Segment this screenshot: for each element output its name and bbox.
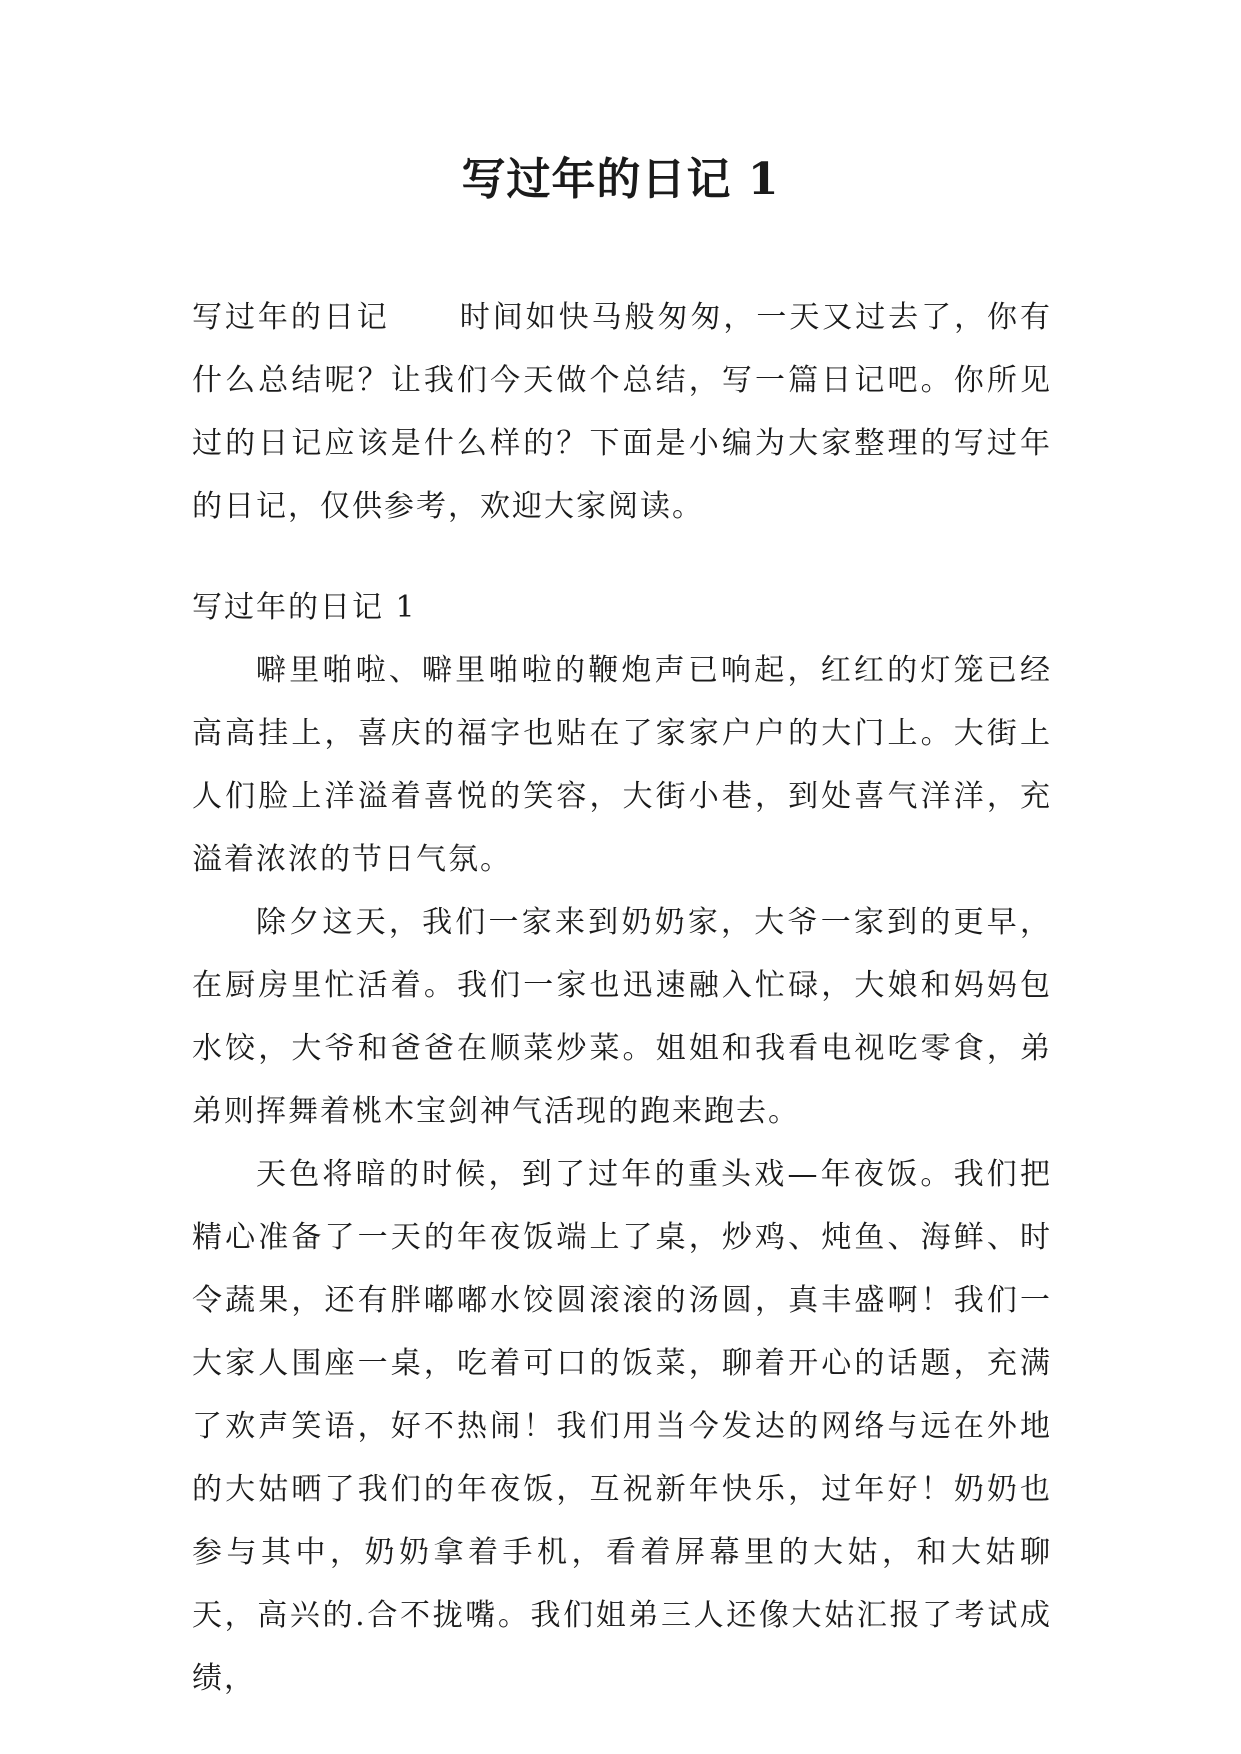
intro-label: 写过年的日记 — [192, 300, 390, 335]
document-title: 写过年的日记 1 — [461, 154, 780, 205]
paragraph-new-years-eve: 除夕这天，我们一家来到奶奶家，大爷一家到的更早，在厨房里忙活着。我们一家也迅速融入忙碌，大娘和妈妈包水饺，大爷和爸爸在顺菜炒菜。姐姐和我看电视吃零食，弟弟则挥舞着桃木宝剑神气活现的跑来跑去。 — [192, 905, 1052, 1129]
paragraph-firecrackers: 噼里啪啦、噼里啪啦的鞭炮声已响起，红红的灯笼已经高高挂上，喜庆的福字也贴在了家家户户的大门上。大街上人们脸上洋溢着喜悦的笑容，大街小巷，到处喜气洋洋，充溢着浓浓的节日气氛。 — [192, 653, 1052, 877]
intro-text: 时间如快马般匆匆，一天又过去了，你有什么总结呢？让我们今天做个总结，写一篇日记吧。你所见过的日记应该是什么样的？下面是小编为大家整理的写过年的日记，仅供参考，欢迎大家阅读。 — [192, 300, 1053, 524]
intro-paragraph — [192, 286, 1052, 538]
section-heading: 写过年的日记 1 — [192, 590, 417, 625]
paragraph-reunion-dinner: 天色将暗的时候，到了过年的重头戏—年夜饭。我们把精心准备了一天的年夜饭端上了桌，炒鸡、炖鱼、海鲜、时令蔬果，还有胖嘟嘟水饺圆滚滚的汤圆，真丰盛啊！我们一大家人围座一桌，吃着可口的饭菜，聊着开心的话题，充满了欢声笑语，好不热闹！我们用当今发达的网络与远在外地的大姑晒了我们的年夜饭，互祝新年快乐，过年好！奶奶也参与其中，奶奶拿着手机，看着屏幕里的大姑，和大姑聊天，高兴的.合不拢嘴。我们姐弟三人还像大姑汇报了考试成绩， — [192, 1157, 1052, 1696]
diary-section — [192, 576, 1052, 1710]
